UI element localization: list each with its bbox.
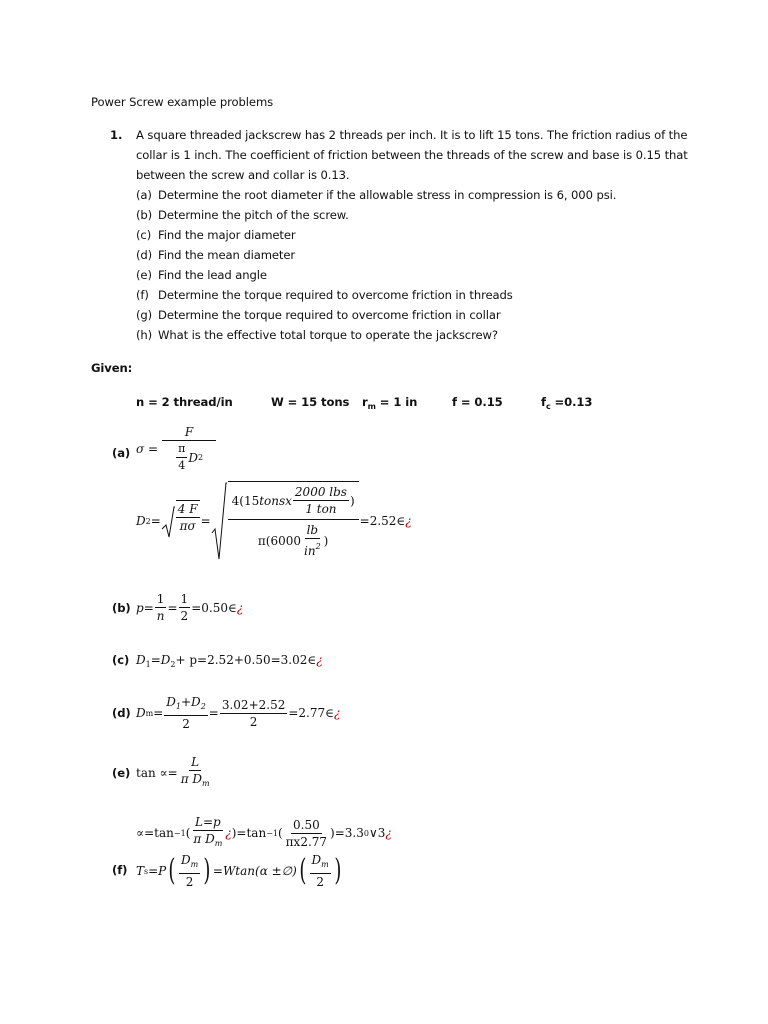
part-h-text: What is the effective total torque to operate the jackscrew?	[158, 328, 498, 342]
solution-d-label: (d)	[112, 706, 131, 720]
equation-d-mean-diameter: D m = $\frac{D_1+D_2}{2}$ = $\frac{3.02+2.52}{2}$ =2.77∈ ¿	[136, 695, 341, 731]
equation-a-stress: σ = F $\frac{\pi}{4}$ D 2	[136, 424, 217, 474]
solution-a-label: (a)	[112, 446, 131, 460]
part-e-text: Find the lead angle	[158, 268, 267, 282]
part-g-label: (g)	[136, 308, 153, 322]
problem-statement-line-3: between the screw and collar is 0.13.	[136, 168, 350, 182]
problem-number: 1.	[110, 128, 123, 142]
equation-c-major-diameter: $D_1=D_2+$ p=2.52+0.50=3.02∈¿	[136, 653, 323, 669]
part-e-label: (e)	[136, 268, 152, 282]
solution-b-label: (b)	[112, 601, 131, 615]
part-b-label: (b)	[136, 208, 153, 222]
given-n: n = 2 thread/in	[136, 395, 233, 409]
given-f: f = 0.15	[452, 395, 503, 409]
equation-a-root-diameter: D 2 = $\frac{4 F}{\pi\sigma}$ = 4(15 tonsx $\frac{\text{2000 lbs}}{\text{1 ton}}$ ) π(6000 $\frac{lb}{in^2}$ ) =2.52∈ ¿	[136, 481, 412, 561]
part-a-label: (a)	[136, 188, 152, 202]
part-d-text: Find the mean diameter	[158, 248, 296, 262]
problem-statement-line-1: A square threaded jackscrew has 2 threads per inch. It is to lift 15 tons. The friction radius of the	[136, 128, 688, 142]
part-g-text: Determine the torque required to overcome friction in collar	[158, 308, 501, 322]
part-c-label: (c)	[136, 228, 152, 242]
part-f-text: Determine the torque required to overcome friction in threads	[158, 288, 513, 302]
equation-b-pitch: p = $\frac{1}{n}$ = $\frac{1}{2}$ =0.50∈ ¿	[136, 592, 244, 623]
part-f-label: (f)	[136, 288, 149, 302]
sqrt-sign-2	[211, 481, 227, 561]
part-b-text: Determine the pitch of the screw.	[158, 208, 349, 222]
given-w: W = 15 tons	[271, 395, 350, 409]
part-a-text: Determine the root diameter if the allowable stress in compression is 6, 000 psi.	[158, 188, 617, 202]
part-h-label: (h)	[136, 328, 153, 342]
given-rm: $r_m = 1$ in	[362, 395, 418, 411]
solution-c-label: (c)	[112, 653, 130, 667]
equation-f-thread-torque: T s =P ( $\frac{D_m}{2}$ ) =Wtan(α ±∅) ( $\frac{D_m}{2}$ )	[136, 853, 342, 889]
solution-e-label: (e)	[112, 766, 131, 780]
equation-e-lead-angle: tan ∝= $\frac{L}{\pi D_m}$	[136, 755, 210, 788]
part-c-text: Find the major diameter	[158, 228, 296, 242]
solution-f-label: (f)	[112, 863, 128, 877]
given-heading: Given:	[91, 361, 133, 375]
page-title: Power Screw example problems	[91, 95, 274, 109]
part-d-label: (d)	[136, 248, 153, 262]
given-fc: $f_c =0.13$	[541, 395, 593, 411]
equation-e-angle-value: ∝=tan −1 ( $\frac{L=p}{\pi D_m}$ ¿ )=tan −1 ( $\frac{0.50}{\pi x2.77}$ )=3.3 0 ∨3 ¿	[136, 815, 392, 849]
problem-statement-line-2: collar is 1 inch. The coefficient of friction between the threads of the screw and base is 0.15 that	[136, 148, 688, 162]
sqrt-sign-1	[161, 481, 175, 561]
